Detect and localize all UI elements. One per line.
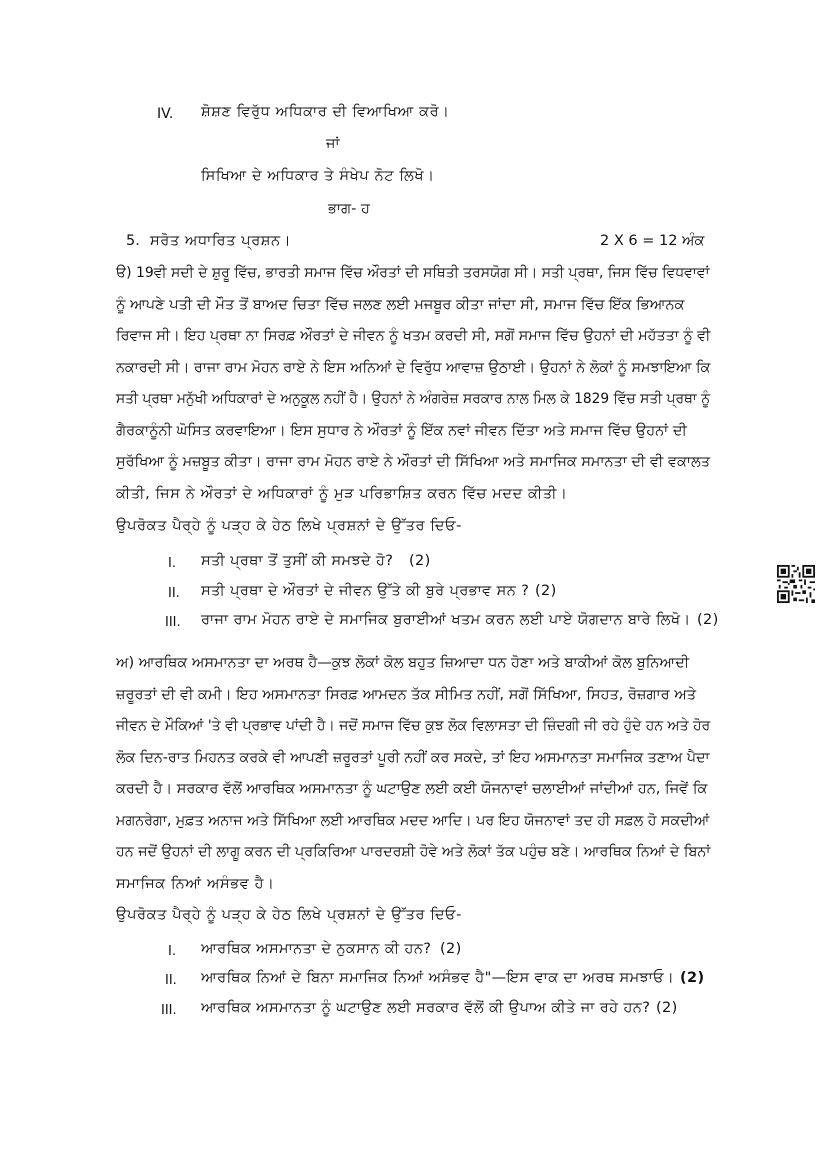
passage-line: ਲੋਕ ਦਿਨ-ਰਾਤ ਮਿਹਨਤ ਕਰਕੇ ਵੀ ਆਪਣੀ ਜ਼ਰੂਰਤਾਂ ਪੂਰੀ ਨਹੀਂ ਕਰ ਸਕਦੇ, ਤਾਂ ਇਹ ਅਸਮਾਨਤਾ ਸਮਾਜਿਕ ਤਣਾਅ ਪੈਦਾ bbox=[116, 750, 710, 766]
b-question-1-text: ਆਰਥਿਕ ਅਸਮਾਨਤਾ ਦੇ ਨੁਕਸਾਨ ਕੀ ਹਨ? bbox=[201, 941, 432, 957]
b-question-3-text: ਆਰਥਿਕ ਅਸਮਾਨਤਾ ਨੂੰ ਘਟਾਉਣ ਲਈ ਸਰਕਾਰ ਵੱਲੋਂ ਕੀ ਉਪਾਅ ਕੀਤੇ ਜਾ ਰਹੇ ਹਨ? bbox=[201, 1000, 651, 1016]
q5-marks: 2 X 6 = 12 ਅੰਕ bbox=[600, 233, 705, 249]
b-question-3-marks: (2) bbox=[656, 1000, 678, 1016]
passage-line: ਸੁਰੱਖਿਆ ਨੂੰ ਮਜ਼ਬੂਤ ਕੀਤਾ। ਰਾਜਾ ਰਾਮ ਮੋਹਨ ਰਾਏ ਨੇ ਔਰਤਾਂ ਦੀ ਸਿੱਖਿਆ ਅਤੇ ਸਮਾਜਿਕ ਸਮਾਨਤਾ ਦੀ ਵੀ ਵਕਾਲਤ bbox=[116, 454, 710, 470]
passage-line: ਗੈਰਕਾਨੂੰਨੀ ਘੋਸਿਤ ਕਰਵਾਇਆ। ਇਸ ਸੁਧਾਰ ਨੇ ਔਰਤਾਂ ਨੂੰ ਇੱਕ ਨਵਾਂ ਜੀਵਨ ਦਿੱਤਾ ਅਤੇ ਸਮਾਜ ਵਿੱਚ ਉਹਨਾਂ ਦੀ bbox=[116, 423, 687, 439]
a-question-3-text: ਰਾਜਾ ਰਾਮ ਮੋਹਨ ਰਾਏ ਦੇ ਸਮਾਜਿਕ ਬੁਰਾਈਆਂ ਖਤਮ ਕਰਨ ਲਈ ਪਾਏ ਯੋਗਦਾਨ ਬਾਰੇ ਲਿਖੋ। bbox=[201, 612, 691, 628]
passage-line: ਨੂੰ ਆਪਣੇ ਪਤੀ ਦੀ ਮੌਤ ਤੋਂ ਬਾਅਦ ਚਿਤਾ ਵਿੱਚ ਜਲਣ ਲਈ ਮਜਬੂਰ ਕੀਤਾ ਜਾਂਦਾ ਸੀ, ਸਮਾਜ ਵਿੱਚ ਇੱਕ ਭਿਆਨਕ bbox=[116, 297, 685, 313]
part-heading: ਭਾਗ- ਹ bbox=[328, 201, 370, 217]
section-iv-alt-question: ਸਿਖਿਆ ਦੇ ਅਧਿਕਾਰ ਤੇ ਸੰਖੇਪ ਨੋਟ ਲਿਖੋ। bbox=[201, 168, 435, 184]
passage-line: ਜ਼ਰੂਰਤਾਂ ਦੀ ਵੀ ਕਮੀ। ਇਹ ਅਸਮਾਨਤਾ ਸਿਰਫ਼ ਆਮਦਨ ਤੱਕ ਸੀਮਿਤ ਨਹੀਂ, ਸਗੋਂ ਸਿੱਖਿਆ, ਸਿਹਤ, ਰੋਜ਼ਗਾਰ ਅਤੇ bbox=[116, 687, 697, 703]
q5-number: 5. bbox=[126, 233, 140, 249]
passage-line: ਸਤੀ ਪ੍ਰਥਾ ਮਨੁੱਖੀ ਅਧਿਕਾਰਾਂ ਦੇ ਅਨੁਕੂਲ ਨਹੀਂ ਹੈ। ਉਹਨਾਂ ਨੇ ਅੰਗਰੇਜ਼ ਸਰਕਾਰ ਨਾਲ ਮਿਲ ਕੇ 1829 ਵਿੱਚ ਸਤੀ ਪ੍ਰਥਾ ਨੂੰ bbox=[116, 391, 711, 407]
a-question-2-marks: (2) bbox=[535, 583, 557, 599]
passage-b-instruction: ਉਪਰੋਕਤ ਪੈਰ੍ਹੇ ਨੂੰ ਪੜ੍ਹ ਕੇ ਹੇਠ ਲਿਖੇ ਪ੍ਰਸ਼ਨਾਂ ਦੇ ਉੱਤਰ ਦਿਓ- bbox=[116, 907, 462, 923]
a-question-2-number: II. bbox=[168, 586, 180, 601]
passage-line: ਜੀਵਨ ਦੇ ਮੌਕਿਆਂ 'ਤੇ ਵੀ ਪ੍ਰਭਾਵ ਪਾਂਦੀ ਹੈ। ਜਦੋਂ ਸਮਾਜ ਵਿੱਚ ਕੁਝ ਲੋਕ ਵਿਲਾਸਤਾ ਦੀ ਜ਼ਿੰਦਗੀ ਜੀ ਰਹੇ ਹੁੰਦੇ ਹਨ ਅਤੇ ਹੋਰ bbox=[116, 718, 711, 734]
passage-line: ਅ) ਆਰਥਿਕ ਅਸਮਾਨਤਾ ਦਾ ਅਰਥ ਹੈ—ਕੁਝ ਲੋਕਾਂ ਕੋਲ ਬਹੁਤ ਜ਼ਿਆਦਾ ਧਨ ਹੋਣਾ ਅਤੇ ਬਾਕੀਆਂ ਕੋਲ ਬੁਨਿਆਦੀ bbox=[116, 655, 690, 671]
a-question-2-text: ਸਤੀ ਪ੍ਰਥਾ ਦੇ ਔਰਤਾਂ ਦੇ ਜੀਵਨ ਉੱਤੇ ਕੀ ਬੁਰੇ ਪ੍ਰਭਾਵ ਸਨ ? bbox=[201, 583, 530, 599]
qr-code-icon bbox=[777, 565, 815, 603]
passage-line: ਮਗਨਰੇਗਾ, ਮੁਫ਼ਤ ਅਨਾਜ ਅਤੇ ਸਿੱਖਿਆ ਲਈ ਆਰਥਿਕ ਮਦਦ ਆਦਿ। ਪਰ ਇਹ ਯੋਜਨਾਵਾਂ ਤਦ ਹੀ ਸਫ਼ਲ ਹੋ ਸਕਦੀਆਂ bbox=[116, 813, 710, 829]
passage-line: ਕੀਤੀ, ਜਿਸ ਨੇ ਔਰਤਾਂ ਦੇ ਅਧਿਕਾਰਾਂ ਨੂੰ ਮੁੜ ਪਰਿਭਾਸ਼ਿਤ ਕਰਨ ਵਿੱਚ ਮਦਦ ਕੀਤੀ। bbox=[116, 486, 568, 502]
section-iv-number: IV. bbox=[157, 106, 174, 122]
b-question-3-number: III. bbox=[161, 1003, 177, 1018]
passage-line: ਹਨ ਜਦੋਂ ਉਹਨਾਂ ਦੀ ਲਾਗੂ ਕਰਨ ਦੀ ਪ੍ਰਕਿਰਿਆ ਪਾਰਦਰਸ਼ੀ ਹੋਵੇ ਅਤੇ ਲੋਕਾਂ ਤੱਕ ਪਹੁੰਚ ਬਣੇ। ਆਰਥਿਕ ਨਿਆਂ ਦੇ ਬਿਨਾਂ bbox=[116, 844, 711, 860]
b-question-1-marks: (2) bbox=[440, 941, 462, 957]
b-question-2-number: II. bbox=[165, 973, 177, 988]
passage-line: ਰਿਵਾਜ ਸੀ। ਇਹ ਪ੍ਰਥਾ ਨਾ ਸਿਰਫ਼ ਔਰਤਾਂ ਦੇ ਜੀਵਨ ਨੂੰ ਖਤਮ ਕਰਦੀ ਸੀ, ਸਗੋਂ ਸਮਾਜ ਵਿੱਚ ਉਹਨਾਂ ਦੀ ਮਹੱਤਤਾ ਨੂੰ ਵੀ bbox=[116, 328, 711, 344]
section-iv-question: ਸ਼ੋਸ਼ਣ ਵਿਰੁੱਧ ਅਧਿਕਾਰ ਦੀ ਵਿਆਖਿਆ ਕਰੋ। bbox=[201, 104, 450, 120]
a-question-1-text: ਸਤੀ ਪ੍ਰਥਾ ਤੋਂ ਤੁਸੀਂ ਕੀ ਸਮਝਦੇ ਹੋ? bbox=[201, 553, 394, 569]
b-question-2-text: ਆਰਥਿਕ ਨਿਆਂ ਦੇ ਬਿਨਾ ਸਮਾਜਿਕ ਨਿਆਂ ਅਸੰਭਵ ਹੈ"—ਇਸ ਵਾਕ ਦਾ ਅਰਥ ਸਮਝਾਓ। bbox=[201, 970, 675, 986]
a-question-3-number: III. bbox=[165, 615, 181, 630]
q5-title: ਸਰੋਤ ਅਧਾਰਿਤ ਪ੍ਰਸ਼ਨ। bbox=[150, 233, 292, 249]
a-question-1-number: I. bbox=[168, 556, 176, 571]
a-question-3-marks: (2) bbox=[697, 612, 719, 628]
or-separator: ਜਾਂ bbox=[326, 136, 340, 152]
b-question-1-number: I. bbox=[168, 944, 176, 959]
b-question-2-marks: (2) bbox=[680, 970, 705, 986]
passage-line: ੳ) 19ਵੀ ਸਦੀ ਦੇ ਸ਼ੁਰੂ ਵਿੱਚ, ਭਾਰਤੀ ਸਮਾਜ ਵਿੱਚ ਔਰਤਾਂ ਦੀ ਸਥਿਤੀ ਤਰਸਯੋਗ ਸੀ। ਸਤੀ ਪ੍ਰਥਾ, ਜਿਸ ਵਿੱਚ ਵਿਧਵਾਵਾਂ bbox=[116, 265, 710, 281]
passage-a-instruction: ਉਪਰੋਕਤ ਪੈਰ੍ਹੇ ਨੂੰ ਪੜ੍ਹ ਕੇ ਹੇਠ ਲਿਖੇ ਪ੍ਰਸ਼ਨਾਂ ਦੇ ਉੱਤਰ ਦਿਓ- bbox=[116, 518, 462, 534]
passage-line: ਨਕਾਰਦੀ ਸੀ। ਰਾਜਾ ਰਾਮ ਮੋਹਨ ਰਾਏ ਨੇ ਇਸ ਅਨਿਆਂ ਦੇ ਵਿਰੁੱਧ ਆਵਾਜ਼ ਉਠਾਈ। ਉਹਨਾਂ ਨੇ ਲੋਕਾਂ ਨੂੰ ਸਮਝਾਇਆ ਕਿ bbox=[116, 360, 711, 376]
a-question-1-marks: (2) bbox=[409, 553, 431, 569]
passage-line: ਕਰਦੀ ਹੈ। ਸਰਕਾਰ ਵੱਲੋਂ ਆਰਥਿਕ ਅਸਮਾਨਤਾ ਨੂੰ ਘਟਾਉਣ ਲਈ ਕਈ ਯੋਜਨਾਵਾਂ ਚਲਾਈਆਂ ਜਾਂਦੀਆਂ ਹਨ, ਜਿਵੇਂ ਕਿ bbox=[116, 781, 708, 797]
passage-line: ਸਮਾਜਿਕ ਨਿਆਂ ਅਸੰਭਵ ਹੈ। bbox=[116, 876, 275, 892]
